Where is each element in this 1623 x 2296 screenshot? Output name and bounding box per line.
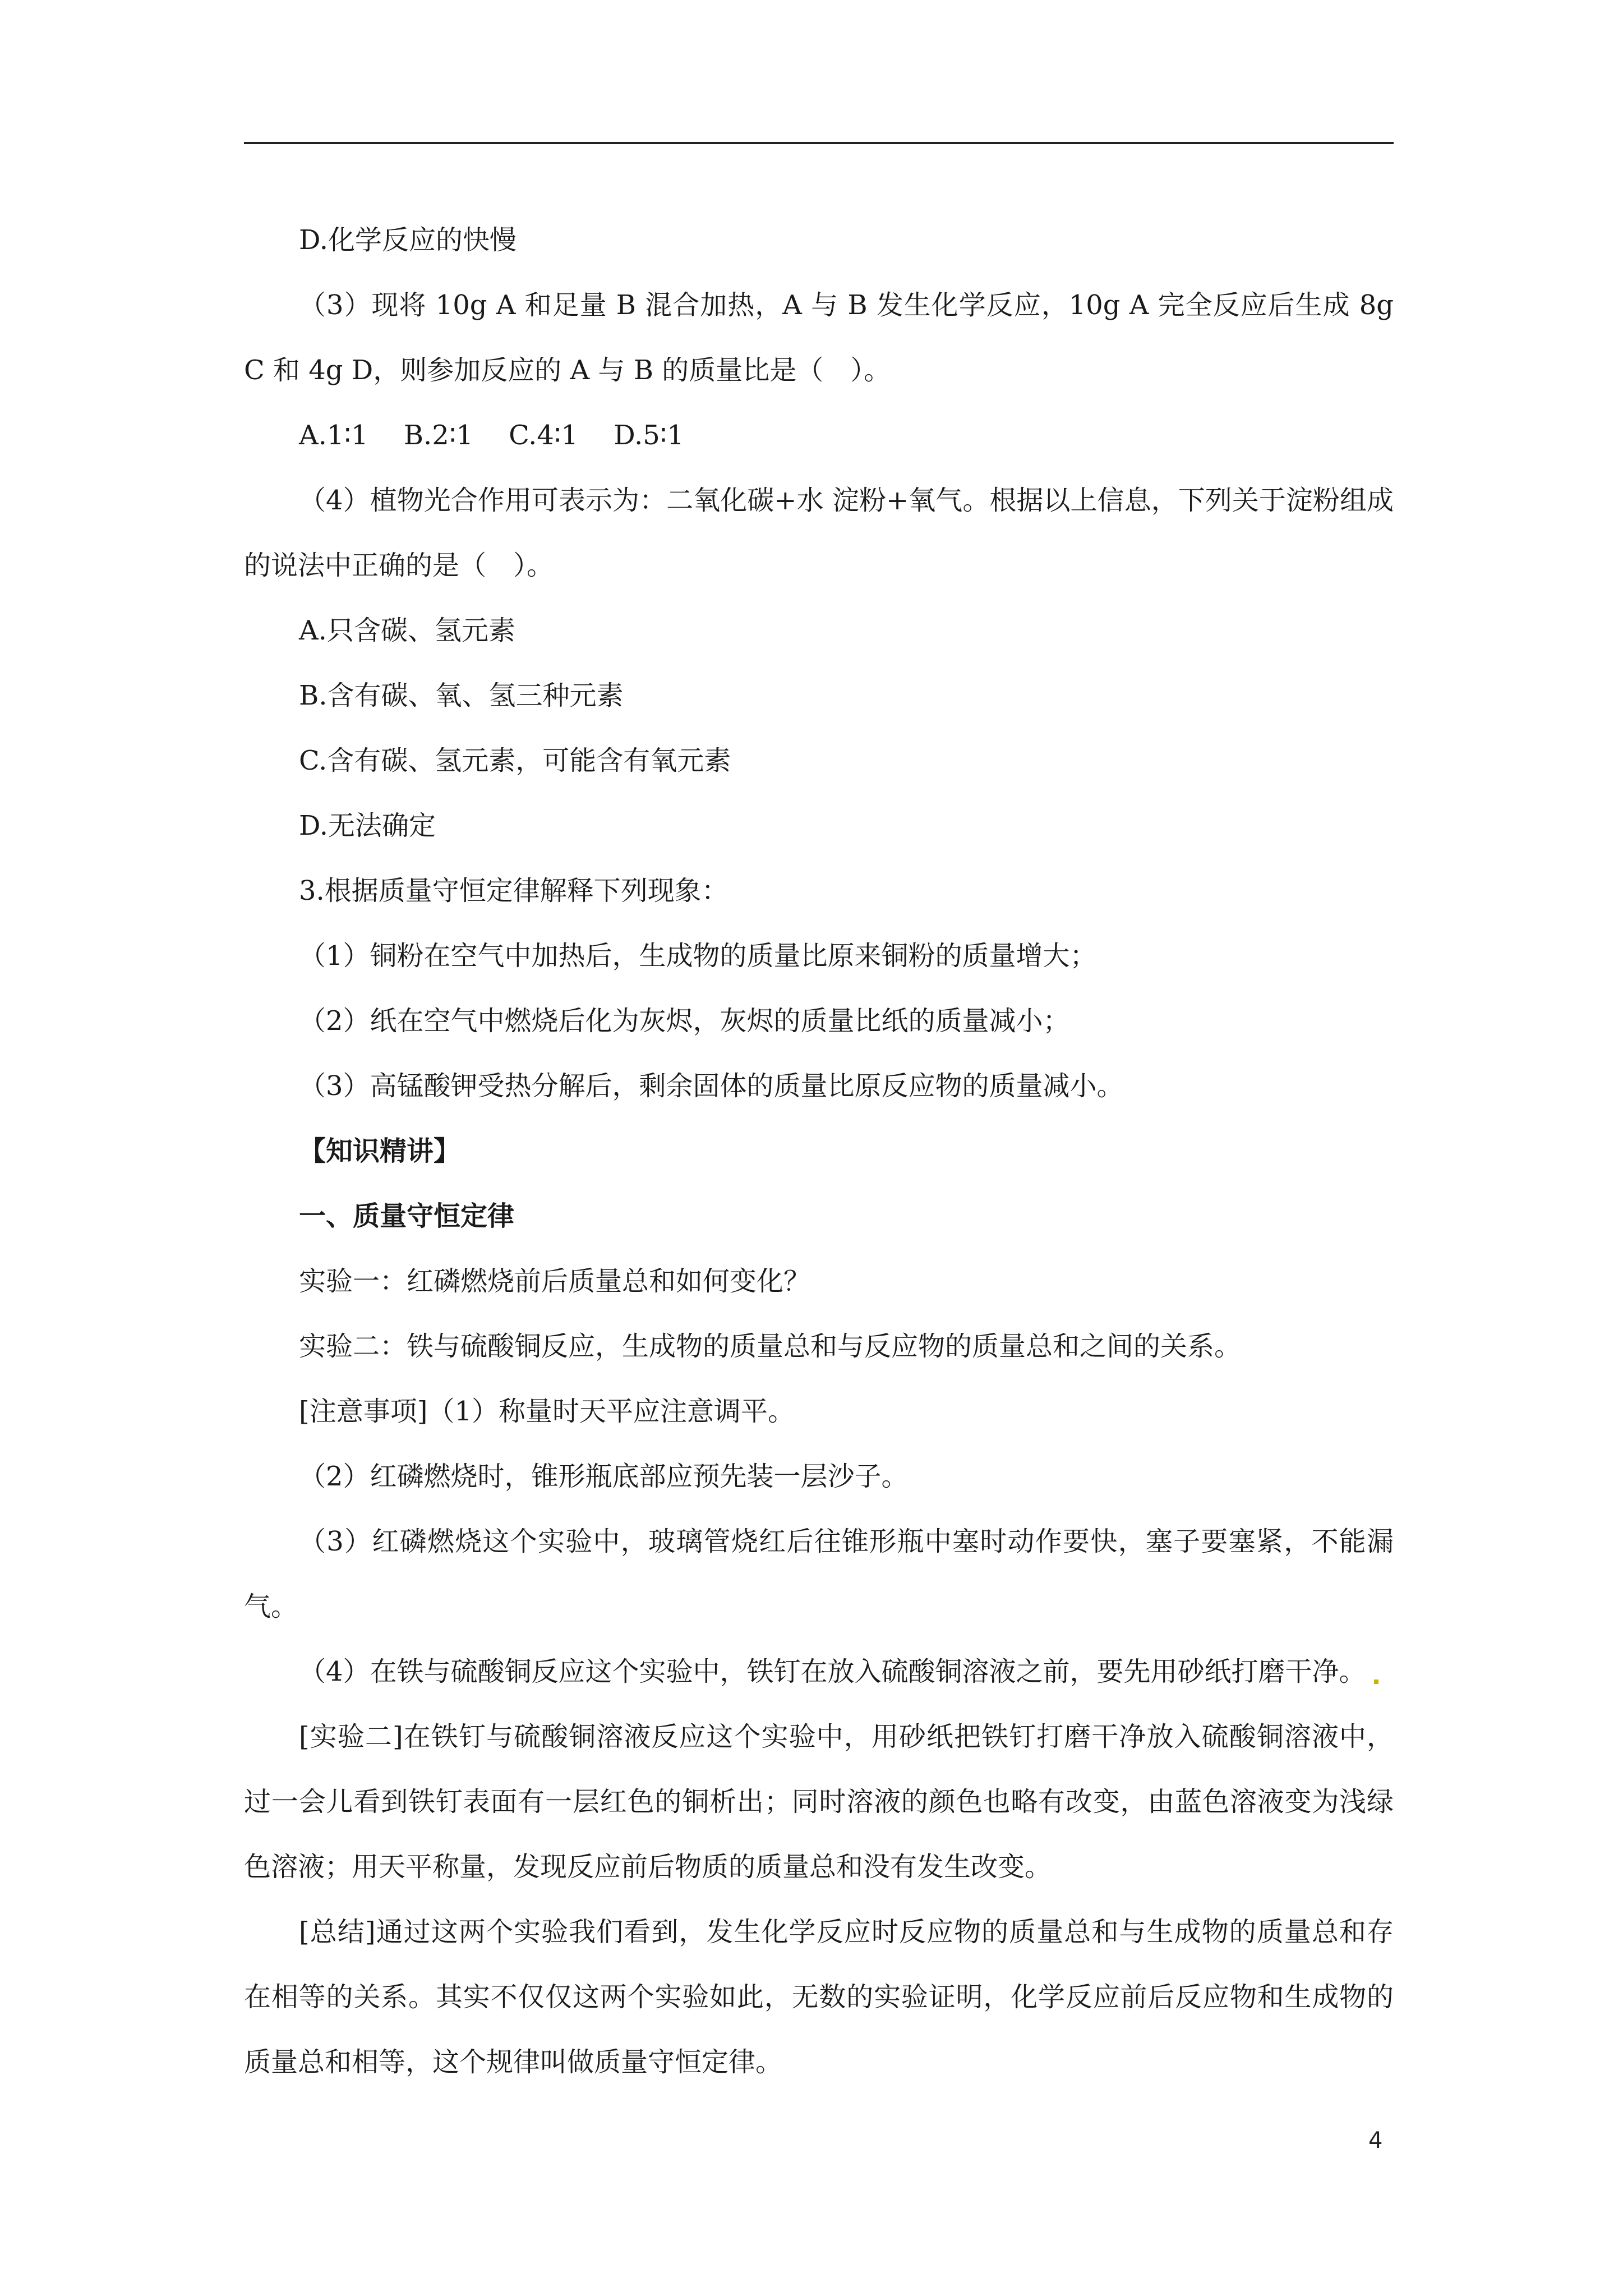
subsection-heading-conservation: 一、质量守恒定律 bbox=[299, 1200, 515, 1232]
note-4: （4）在铁与硫酸铜反应这个实验中，铁钉在放入硫酸铜溶液之前，要先用砂纸打磨干净。 bbox=[299, 1656, 1366, 1687]
phenomenon-1: （1）铜粉在空气中加热后，生成物的质量比原来铜粉的质量增大； bbox=[299, 940, 1097, 972]
option-d-speed: D.化学反应的快慢 bbox=[299, 224, 517, 256]
option-d: D.无法确定 bbox=[299, 810, 436, 841]
experiment-1: 实验一：红磷燃烧前后质量总和如何变化？ bbox=[299, 1266, 811, 1297]
note-3: （3）红磷燃烧这个实验中，玻璃管烧红后往锥形瓶中塞时动作要快，塞子要塞紧，不能漏气。 bbox=[244, 1526, 1394, 1622]
question-4: （4）植物光合作用可表示为：二氧化碳+水 淀粉+氧气。根据以上信息，下列关于淀粉组成的说法中正确的是（ ）。 bbox=[244, 485, 1394, 581]
option-a: A.只含碳、氢元素 bbox=[299, 615, 515, 646]
summary-paragraph: [总结]通过这两个实验我们看到，发生化学反应时反应物的质量总和与生成物的质量总和存在相等的关系。其实不仅仅这两个实验如此，无数的实验证明，化学反应前后反应物和生成物的质量总和相等，这个规律叫做质量守恒定律。 bbox=[244, 1916, 1394, 2078]
note-2: （2）红磷燃烧时，锥形瓶底部应预先装一层沙子。 bbox=[299, 1461, 909, 1492]
experiment-2: 实验二：铁与硫酸铜反应，生成物的质量总和与反应物的质量总和之间的关系。 bbox=[299, 1331, 1242, 1362]
stray-mark bbox=[1374, 1680, 1378, 1684]
experiment-2-description: [实验二]在铁钉与硫酸铜溶液反应这个实验中，用砂纸把铁钉打磨干净放入硫酸铜溶液中，过一会儿看到铁钉表面有一层红色的铜析出；同时溶液的颜色也略有改变，由蓝色溶液变为浅绿色溶液；用天平称量，发现反应前后物质的质量总和没有发生改变。 bbox=[244, 1721, 1394, 1883]
phenomenon-3: （3）高锰酸钾受热分解后，剩余固体的质量比原反应物的质量减小。 bbox=[299, 1070, 1124, 1102]
question-3: （3）现将 10g A 和足量 B 混合加热，A 与 B 发生化学反应，10g A 完全反应后生成 8g C 和 4g D，则参加反应的 A 与 B 的质量比是（ ）。 bbox=[244, 289, 1394, 386]
section-heading-knowledge: 【知识精讲】 bbox=[299, 1135, 461, 1167]
phenomenon-2: （2）纸在空气中燃烧后化为灰烬，灰烬的质量比纸的质量减小； bbox=[299, 1005, 1070, 1037]
option-b: B.含有碳、氧、氢三种元素 bbox=[299, 680, 624, 711]
option-c: C.含有碳、氢元素，可能含有氧元素 bbox=[299, 745, 731, 776]
note-4-paragraph bbox=[244, 1639, 1394, 1704]
exercise-3-heading: 3.根据质量守恒定律解释下列现象： bbox=[299, 875, 728, 907]
note-1: [注意事项]（1）称量时天平应注意调平。 bbox=[299, 1396, 795, 1427]
document-body bbox=[244, 208, 1394, 2095]
page-number: 4 bbox=[1368, 2128, 1383, 2154]
question-3-options: A.1∶1 B.2∶1 C.4∶1 D.5∶1 bbox=[299, 420, 684, 451]
header-rule bbox=[244, 142, 1394, 144]
